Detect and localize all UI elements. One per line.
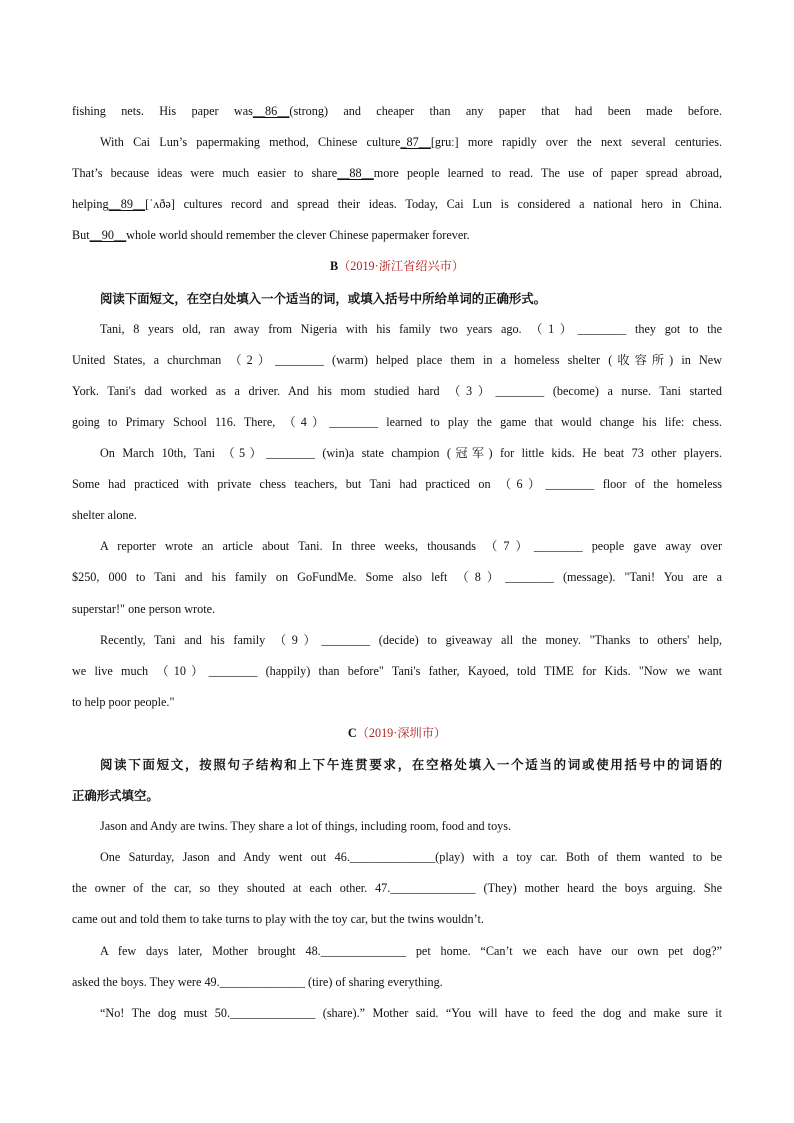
passage-text: whole world should remember the clever Chinese papermaker forever. xyxy=(126,228,470,243)
passage-text: But xyxy=(72,228,90,243)
passage-text: fishing nets. His paper was xyxy=(72,104,253,118)
passage-text: [gruː] more rapidly over the next several centuries. xyxy=(430,135,722,150)
blank-87: _87__ xyxy=(400,135,431,150)
passage-text: (strong) and cheaper than any paper that had been made before. xyxy=(289,104,722,118)
section-c-instruction: 正确形式填空。 xyxy=(72,788,159,804)
passage-line: Recently, Tani and his family （9）________ (decide) to giveaway all the money. "Thanks to others' help, xyxy=(100,632,722,647)
section-source: （2019·浙江省绍兴市） xyxy=(338,259,465,274)
passage-line: A reporter wrote an article about Tani. In three weeks, thousands （7）________ people gave away over xyxy=(100,539,722,554)
passage-line xyxy=(72,158,722,189)
passage-text: With Cai Lun’s papermaking method, Chinese culture xyxy=(100,135,401,150)
passage-line: Tani, 8 years old, ran away from Nigeria with his family two years ago. （1）________ they got to the xyxy=(100,321,722,336)
passage-line xyxy=(72,127,722,158)
blank-90: __90__ xyxy=(89,228,127,243)
passage-line: York. Tani's dad worked as a driver. And his mom studied hard （3）________ (become) a nurse. Tani started xyxy=(72,383,722,398)
passage-line xyxy=(72,220,722,251)
section-c-instruction: 阅读下面短文，按照句子结构和上下午连贯要求，在空格处填入一个适当的词或使用括号中的词语的 xyxy=(100,756,722,772)
section-source: （2019·深圳市） xyxy=(356,725,447,740)
document-page xyxy=(72,96,722,1029)
passage-line: we live much （10）________ (happily) than before" Tani's father, Kayoed, told TIME for Kids. "Now we want xyxy=(72,663,722,678)
passage-text: [ˈʌðə] cultures record and spread their ideas. Today, Cai Lun is considered a national hero in China. xyxy=(145,197,722,212)
passage-line: to help poor people." xyxy=(72,694,175,709)
blank-88: __88__ xyxy=(337,166,374,181)
section-c-heading xyxy=(72,718,722,749)
passage-line: came out and told them to take turns to play with the toy car, but the twins wouldn’t. xyxy=(72,912,484,927)
blank-86: __86__ xyxy=(252,104,290,118)
passage-line: $250, 000 to Tani and his family on GoFundMe. Some also left （8）________ (message). "Tani! You are a xyxy=(72,570,722,585)
passage-line: One Saturday, Jason and Andy went out 46.______________(play) with a toy car. Both of them wanted to be xyxy=(100,850,722,865)
passage-text: helping xyxy=(72,197,109,212)
passage-text: more people learned to read. The use of paper spread abroad, xyxy=(373,166,722,181)
blank-89: __89__ xyxy=(108,197,146,212)
passage-line: Some had practiced with private chess teachers, but Tani had practiced on （6）________ floor of the homeless xyxy=(72,477,722,492)
passage-line: shelter alone. xyxy=(72,508,137,523)
passage-text: That’s because ideas were much easier to share xyxy=(72,166,338,181)
section-b-instruction: 阅读下面短文，在空白处填入一个适当的词，或填入括号中所给单词的正确形式。 xyxy=(100,290,547,306)
passage-line xyxy=(72,189,722,220)
passage-line: asked the boys. They were 49.______________ (tire) of sharing everything. xyxy=(72,974,443,989)
section-letter: B xyxy=(329,259,339,274)
section-b-heading xyxy=(72,251,722,282)
passage-line: Jason and Andy are twins. They share a lot of things, including room, food and toys. xyxy=(100,819,512,834)
passage-line: United States, a churchman （2）________ (warm) helped place them in a homeless shelter (收容所) in New xyxy=(72,352,722,367)
passage-line: the owner of the car, so they shouted at each other. 47.______________ (They) mother heard the boys arguing. She xyxy=(72,881,722,896)
passage-line: A few days later, Mother brought 48.______________ pet home. “Can’t we each have our own pet dog?” xyxy=(100,943,722,958)
passage-line: On March 10th, Tani （5）________ (win)a state champion (冠军) for little kids. He beat 73 other players. xyxy=(100,446,722,461)
passage-line xyxy=(72,96,722,127)
passage-line: “No! The dog must 50.______________ (share).” Mother said. “You will have to feed the dog and make sure it xyxy=(100,1005,722,1020)
passage-line: going to Primary School 116. There, （4）________ learned to play the game that would change his life: chess. xyxy=(72,414,722,429)
passage-line: superstar!" one person wrote. xyxy=(72,601,216,616)
section-letter: C xyxy=(347,725,357,740)
